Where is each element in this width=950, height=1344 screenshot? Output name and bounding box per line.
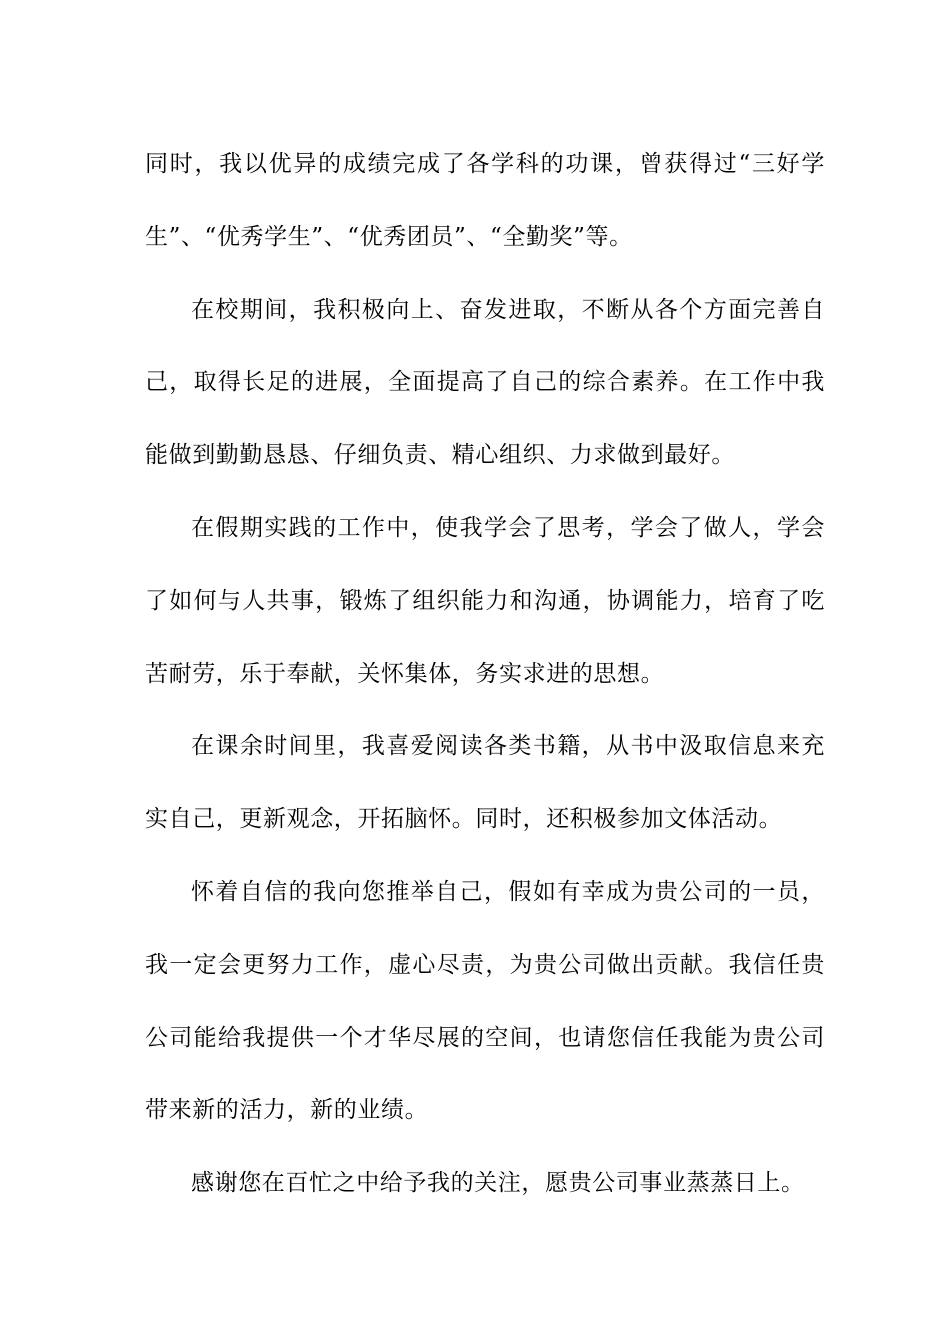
paragraph-3: 在假期实践的工作中，使我学会了思考，学会了做人，学会了如何与人共事，锻炼了组织能力和沟通，协调能力，培育了吃苦耐劳，乐于奉献，关怀集体，务实求进的思想。 [145,514,825,687]
paragraph-6: 感谢您在百忙之中给予我的关注，愿贵公司事业蒸蒸日上。 [191,1170,805,1197]
paragraph-4: 在课余时间里，我喜爱阅读各类书籍，从书中汲取信息来充实自己，更新观念，开拓脑怀。同时，还积极参加文体活动。 [145,733,825,833]
letter-body [145,128,825,1220]
paragraph-5: 怀着自信的我向您推举自己，假如有幸成为贵公司的一员，我一定会更努力工作，虚心尽责，为贵公司做出贡献。我信任贵公司能给我提供一个才华尽展的空间，也请您信任我能为贵公司带来新的活力，新的业绩。 [145,878,825,1124]
paragraph-1: 同时，我以优异的成绩完成了各学科的功课，曾获得过“三好学生”、“优秀学生”、“优秀团员”、“全勤奖”等。 [145,151,825,250]
paragraph-2: 在校期间，我积极向上、奋发进取，不断从各个方面完善自己，取得长足的进展，全面提高了自己的综合素养。在工作中我能做到勤勤恳恳、仔细负责、精心组织、力求做到最好。 [145,296,825,469]
